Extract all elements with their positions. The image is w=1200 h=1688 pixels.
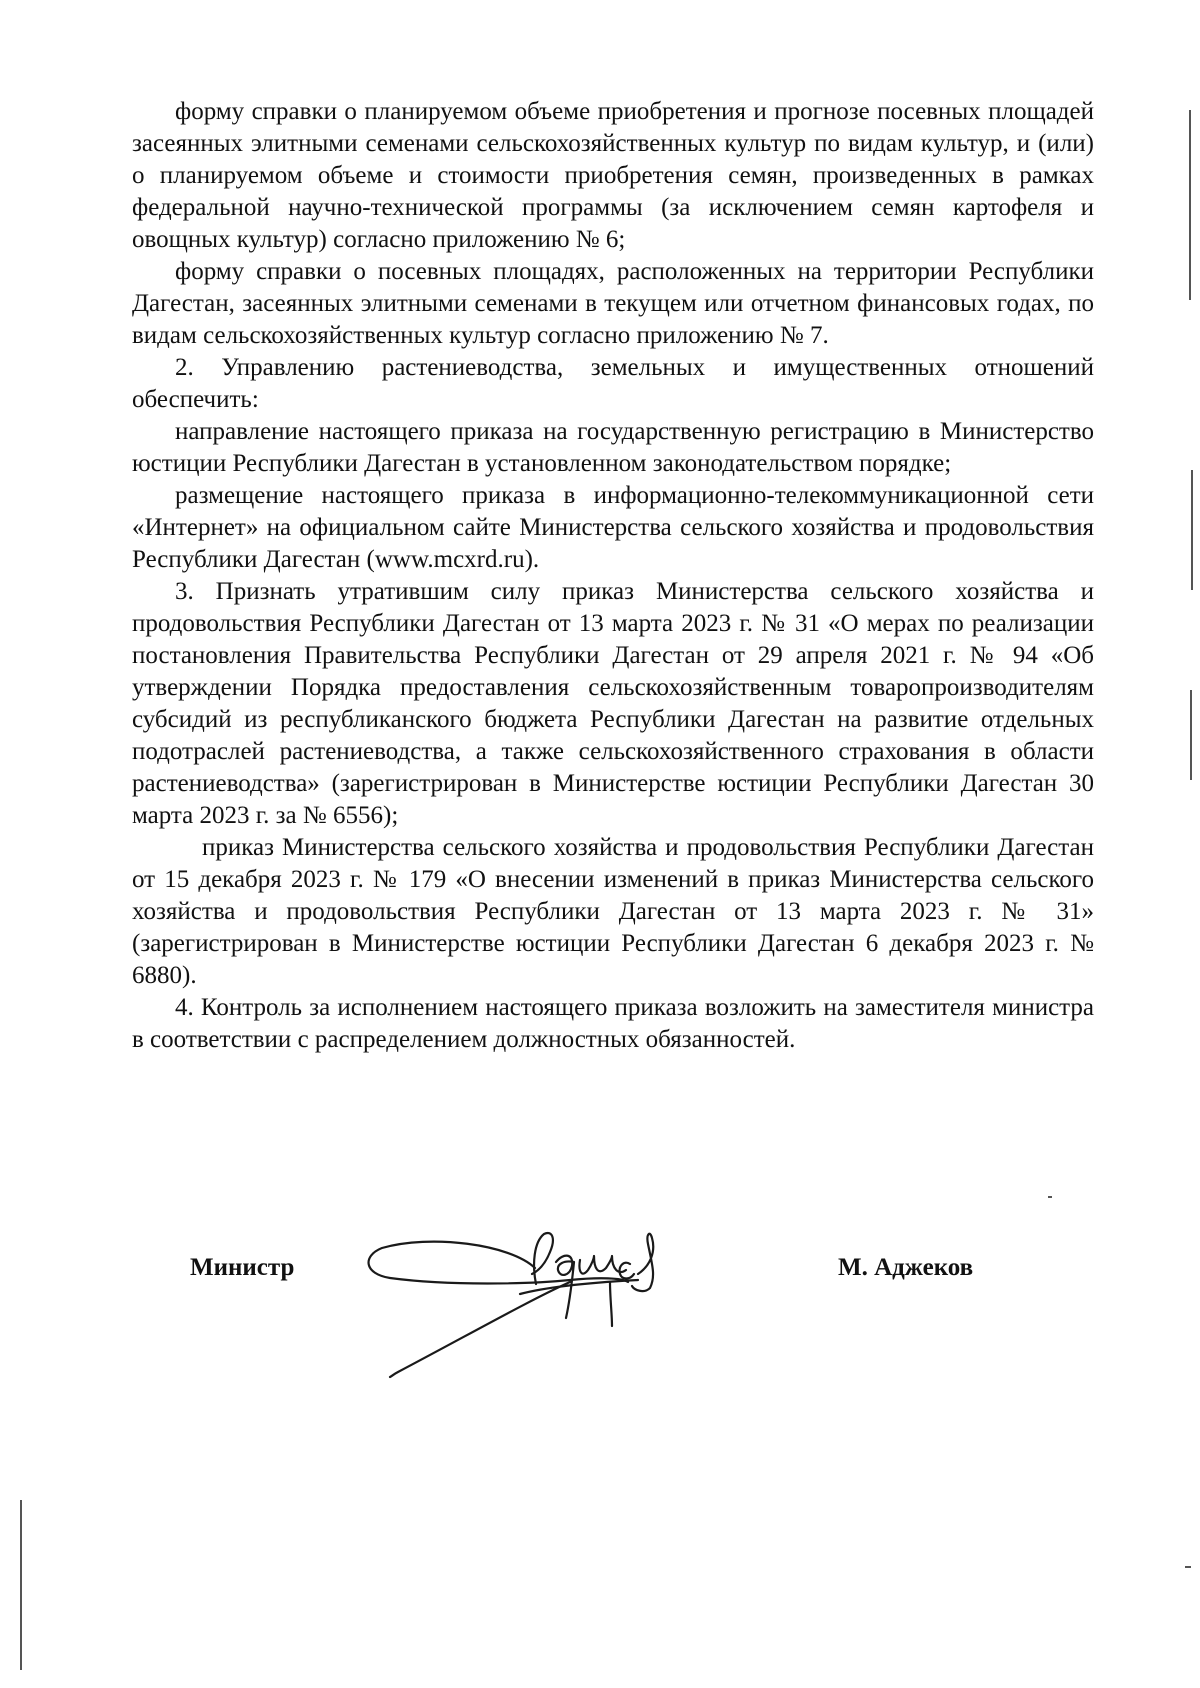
paragraph-order-179: приказ Министерства сельского хозяйства и продовольствия Республики Дагестан от 15 декабря 2023 г. № 179 «О внесении изменений в приказ Министерства сельского хозяйства и продовольствия Республики Дагестан от 13 марта 2023 г. № 31» (зарегистрирован в Министерстве юстиции Республики Дагестан 6 декабря 2023 г. № 6880). — [132, 834, 1094, 989]
scan-edge-mark-right-top — [1189, 110, 1191, 300]
scan-edge-mark-right-low — [1190, 690, 1192, 780]
paragraph-item-3: 3. Признать утратившим силу приказ Министерства сельского хозяйства и продовольствия Республики Дагестан от 13 марта 2023 г. № 31 «О мерах по реализации постановления Правительства Республики Дагестан от 29 апреля 2021 г. № 94 «Об утверждении Порядка предоставления сельскохозяйственным товаропроизводителям субсидий из республиканского бюджета Республики Дагестан на развитие отдельных подотраслей растениеводства, а также сельскохозяйственного страхования в области растениеводства» (зарегистрирован в Министерстве юстиции Республики Дагестан 30 марта 2023 г. за № 6556); — [132, 578, 1094, 829]
paragraph-form-7: форму справки о посевных площадях, расположенных на территории Республики Дагестан, засеянных элитными семенами в текущем или отчетном финансовых годах, по видам сельскохозяйственных культур согласно приложению № 7. — [132, 258, 1094, 349]
paragraph-form-6: форму справки о планируемом объеме приобретения и прогнозе посевных площадей засеянных элитными семенами сельскохозяйственных культур по видам культур, и (или) о планируемом объеме и стоимости приобретения семян, произведенных в рамках федеральной научно-технической программы (за исключением семян картофеля и овощных культур) согласно приложению № 6; — [132, 98, 1094, 253]
scan-edge-mark-left-bottom — [20, 1500, 22, 1670]
paragraph-publication: размещение настоящего приказа в информационно-телекоммуникационной сети «Интернет» на официальном сайте Министерства сельского хозяйства и продовольствия Республики Дагестан (www.mcxrd.ru). — [132, 482, 1094, 573]
paragraph-item-4: 4. Контроль за исполнением настоящего приказа возложить на заместителя министра в соответствии с распределением должностных обязанностей. — [132, 994, 1094, 1053]
scan-edge-mark-right-mid — [1191, 470, 1193, 590]
signatory-title: Министр — [190, 1254, 295, 1281]
scan-dot-mark — [1185, 1566, 1191, 1568]
scan-dot-mark-small — [1048, 1196, 1052, 1198]
signatory-name: М. Аджеков — [838, 1254, 974, 1281]
document-body — [132, 96, 1094, 1056]
signature-block — [0, 1240, 1200, 1380]
handwritten-signature — [360, 1216, 690, 1386]
paragraph-item-2: 2. Управлению растениеводства, земельных и имущественных отношений обеспечить: — [132, 354, 1094, 413]
paragraph-registration: направление настоящего приказа на государственную регистрацию в Министерство юстиции Республики Дагестан в установленном законодательством порядке; — [132, 418, 1094, 477]
